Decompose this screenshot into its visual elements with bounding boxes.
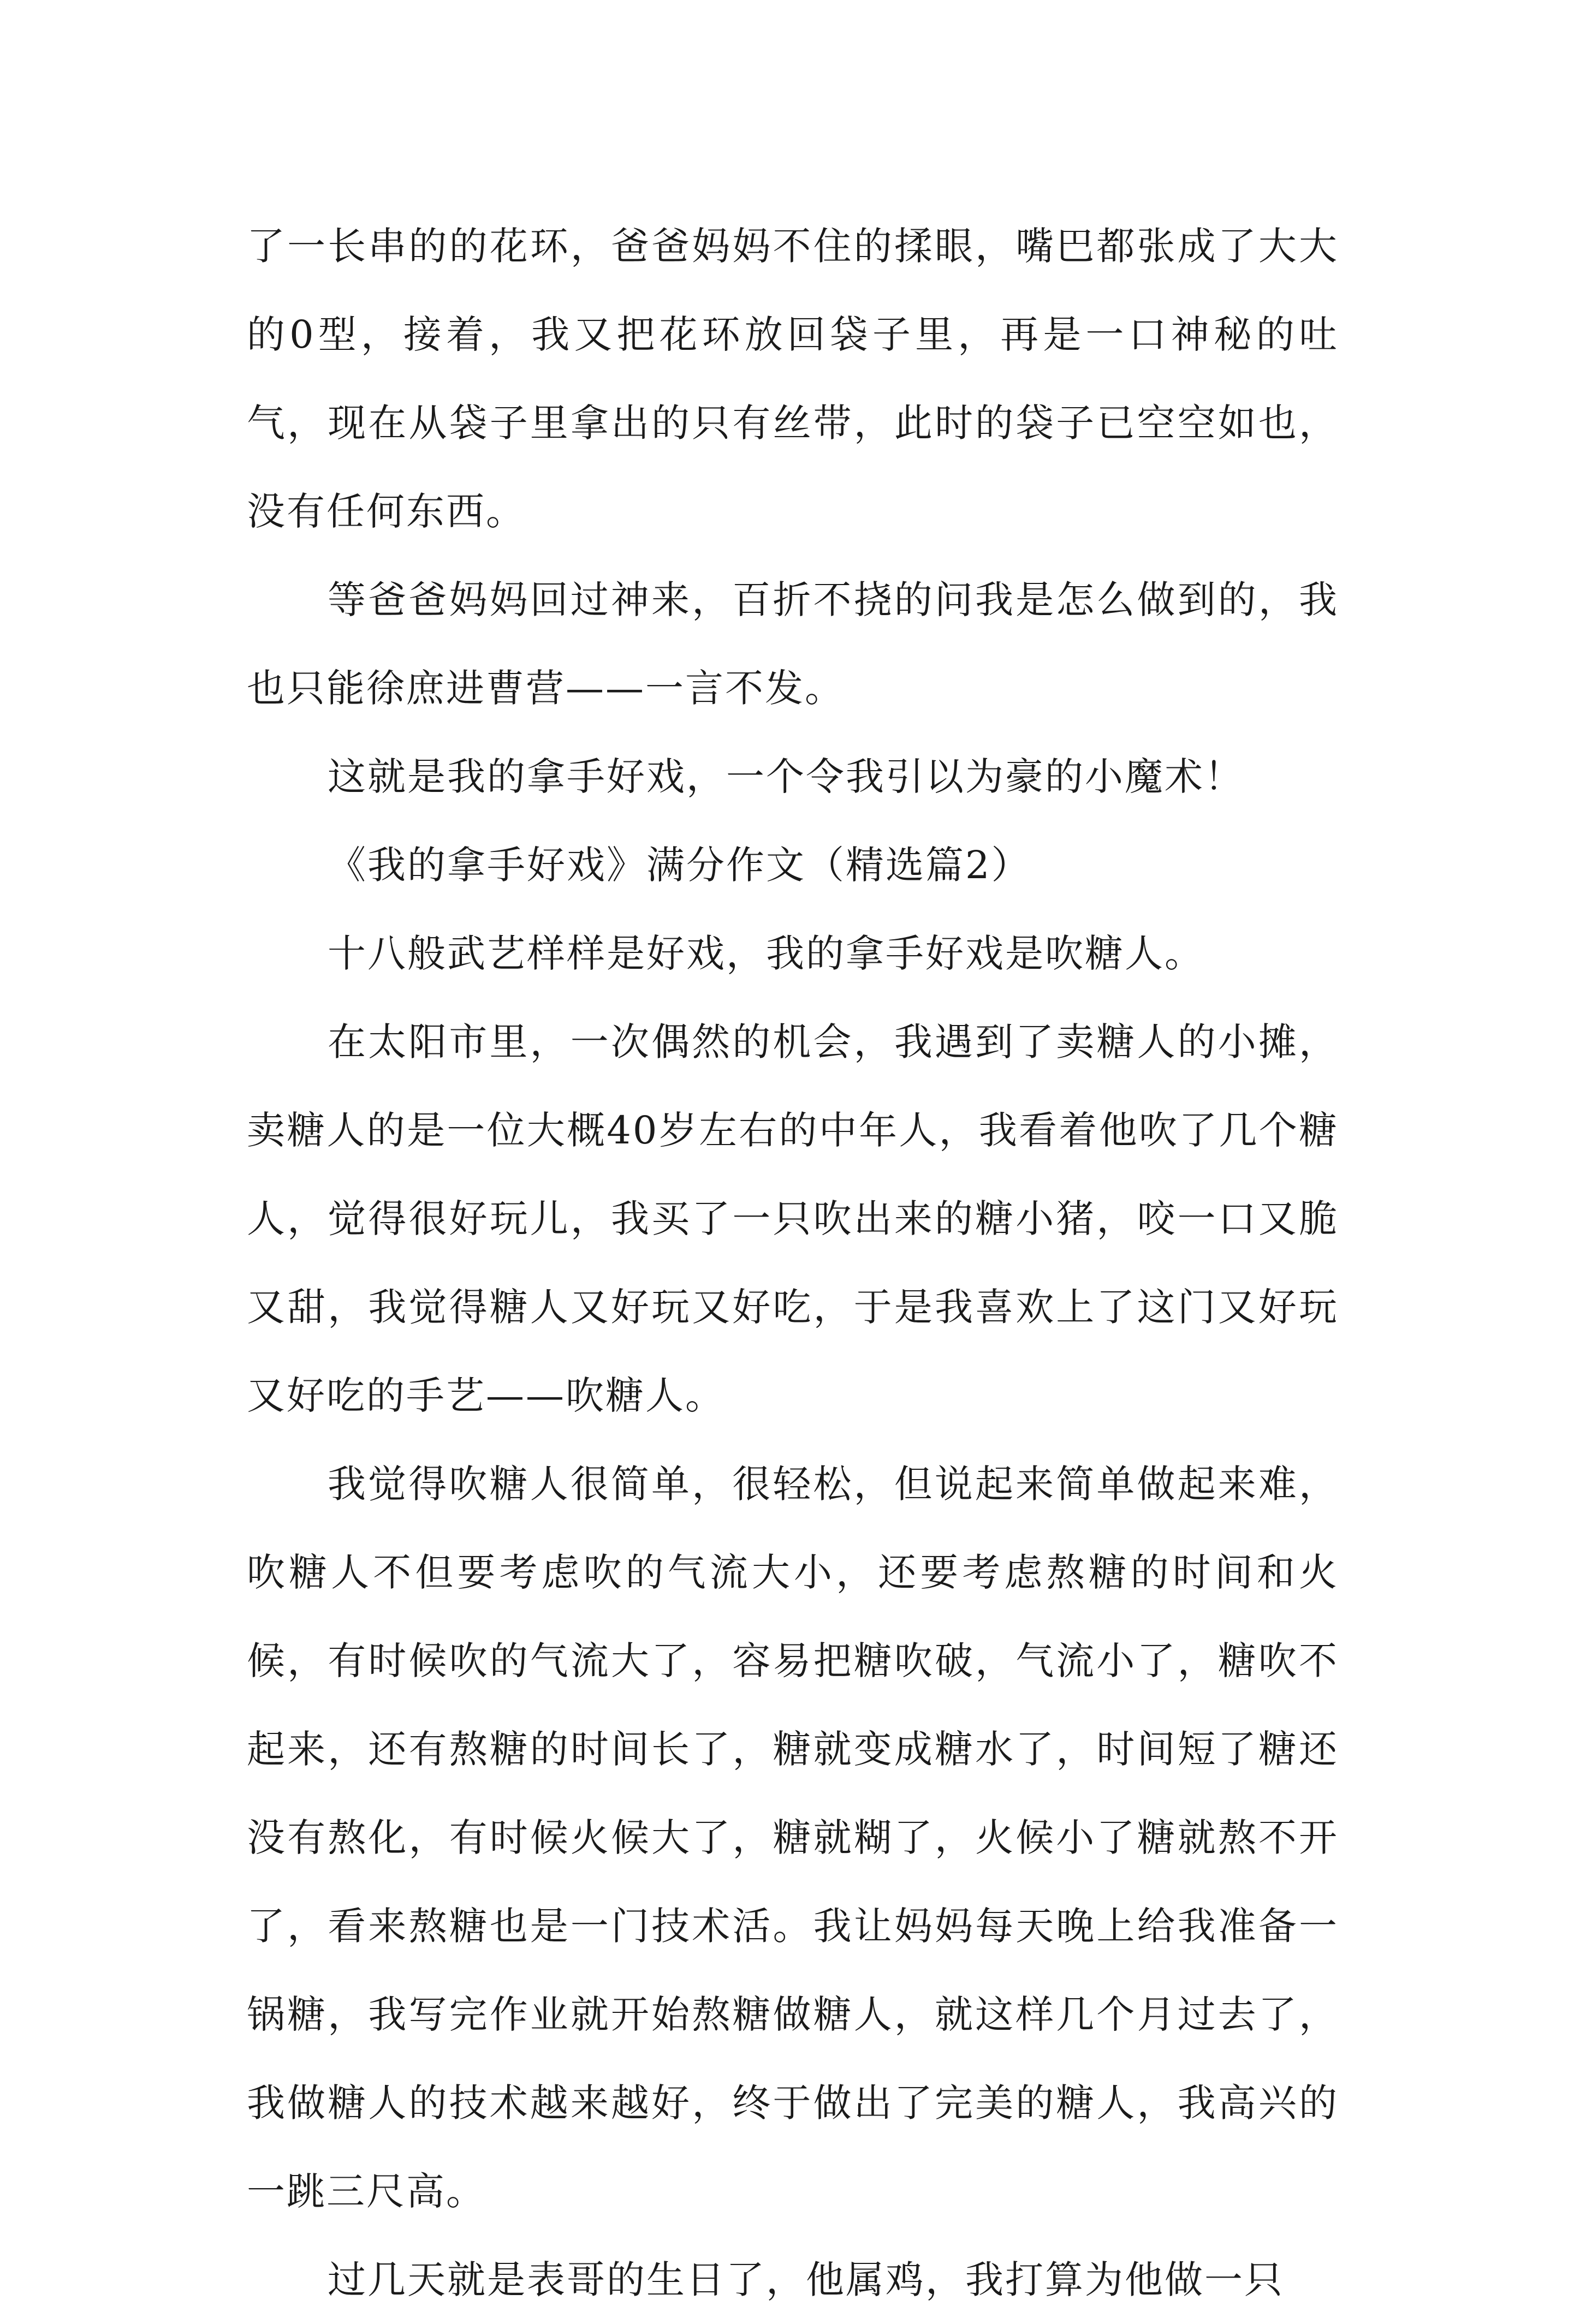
- paragraph: 等爸爸妈妈回过神来，百折不挠的问我是怎么做到的，我也只能徐庶进曹营——一言不发。: [247, 577, 1339, 711]
- paragraph: 在太阳市里，一次偶然的机会，我遇到了卖糖人的小摊，卖糖人的是一位大概40岁左右的中年人，我看着他吹了几个糖人，觉得很好玩儿，我买了一只吹出来的糖小猪，咬一口又脆又甜，我觉得糖人又好玩又好吃，于是我喜欢上了这门又好玩又好吃的手艺——吹糖人。: [247, 1020, 1339, 1418]
- paragraph: 我觉得吹糖人很简单，很轻松，但说起来简单做起来难，吹糖人不但要考虑吹的气流大小，还要考虑熬糖的时间和火候，有时候吹的气流大了，容易把糖吹破，气流小了，糖吹不起来，还有熬糖的时间长了，糖就变成糖水了，时间短了糖还没有熬化，有时候火候大了，糖就糊了，火候小了糖就熬不开了，看来熬糖也是一门技术活。我让妈妈每天晚上给我准备一锅糖，我写完作业就开始熬糖做糖人，就这样几个月过去了，我做糖人的技术越来越好，终于做出了完美的糖人，我高兴的一跳三尺高。: [247, 1462, 1339, 2214]
- body-text: [247, 202, 1339, 2324]
- paragraph-continuation: 了一长串的的花环，爸爸妈妈不住的揉眼，嘴巴都张成了大大的0型，接着，我又把花环放回袋子里，再是一口神秘的吐气，现在从袋子里拿出的只有丝带，此时的袋子已空空如也，没有任何东西。: [247, 224, 1339, 534]
- section-heading: 《我的拿手好戏》满分作文（精选篇2）: [328, 843, 1031, 887]
- paragraph: 过几天就是表哥的生日了，他属鸡，我打算为他做一只: [328, 2257, 1284, 2302]
- paragraph: 十八般武艺样样是好戏，我的拿手好戏是吹糖人。: [328, 931, 1204, 976]
- paragraph: 这就是我的拿手好戏，一个令我引以为豪的小魔术！: [328, 754, 1244, 799]
